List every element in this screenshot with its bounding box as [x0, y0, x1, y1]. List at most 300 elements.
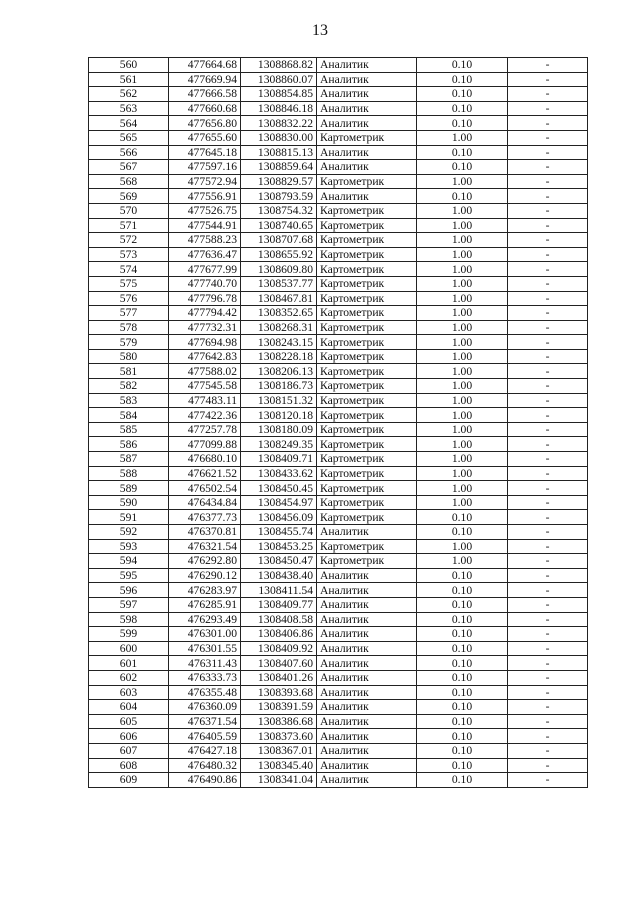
method-cell: Картометрик [317, 539, 417, 554]
y-coordinate-cell: 1308206.13 [241, 364, 317, 379]
point-number-cell: 586 [89, 437, 169, 452]
point-number-cell: 574 [89, 262, 169, 277]
y-coordinate-cell: 1308455.74 [241, 525, 317, 540]
method-cell: Картометрик [317, 276, 417, 291]
method-cell: Аналитик [317, 758, 417, 773]
method-cell: Картометрик [317, 510, 417, 525]
table-row [89, 145, 588, 160]
y-coordinate-cell: 1308407.60 [241, 656, 317, 671]
accuracy-cell: 0.10 [417, 160, 508, 175]
note-cell: - [508, 101, 588, 116]
point-number-cell: 602 [89, 670, 169, 685]
point-number-cell: 572 [89, 233, 169, 248]
accuracy-cell: 1.00 [417, 276, 508, 291]
y-coordinate-cell: 1308411.54 [241, 583, 317, 598]
point-number-cell: 583 [89, 393, 169, 408]
x-coordinate-cell: 477656.80 [169, 116, 241, 131]
table-row [89, 597, 588, 612]
x-coordinate-cell: 477636.47 [169, 247, 241, 262]
note-cell: - [508, 568, 588, 583]
note-cell: - [508, 525, 588, 540]
method-cell: Аналитик [317, 583, 417, 598]
coordinates-table [88, 57, 588, 788]
point-number-cell: 577 [89, 306, 169, 321]
table-row [89, 160, 588, 175]
table-row [89, 58, 588, 73]
coordinates-table-body [89, 58, 588, 788]
method-cell: Аналитик [317, 116, 417, 131]
y-coordinate-cell: 1308408.58 [241, 612, 317, 627]
table-row [89, 101, 588, 116]
method-cell: Аналитик [317, 714, 417, 729]
accuracy-cell: 0.10 [417, 116, 508, 131]
accuracy-cell: 0.10 [417, 145, 508, 160]
method-cell: Аналитик [317, 612, 417, 627]
y-coordinate-cell: 1308846.18 [241, 101, 317, 116]
table-row [89, 262, 588, 277]
y-coordinate-cell: 1308151.32 [241, 393, 317, 408]
accuracy-cell: 0.10 [417, 101, 508, 116]
method-cell: Картометрик [317, 481, 417, 496]
y-coordinate-cell: 1308249.35 [241, 437, 317, 452]
note-cell: - [508, 58, 588, 73]
table-row [89, 233, 588, 248]
table-row [89, 525, 588, 540]
y-coordinate-cell: 1308859.64 [241, 160, 317, 175]
point-number-cell: 589 [89, 481, 169, 496]
table-row [89, 364, 588, 379]
y-coordinate-cell: 1308453.25 [241, 539, 317, 554]
y-coordinate-cell: 1308655.92 [241, 247, 317, 262]
accuracy-cell: 1.00 [417, 247, 508, 262]
table-row [89, 306, 588, 321]
note-cell: - [508, 685, 588, 700]
point-number-cell: 598 [89, 612, 169, 627]
method-cell: Картометрик [317, 130, 417, 145]
point-number-cell: 601 [89, 656, 169, 671]
y-coordinate-cell: 1308793.59 [241, 189, 317, 204]
method-cell: Картометрик [317, 422, 417, 437]
accuracy-cell: 0.10 [417, 758, 508, 773]
point-number-cell: 585 [89, 422, 169, 437]
note-cell: - [508, 510, 588, 525]
y-coordinate-cell: 1308609.80 [241, 262, 317, 277]
x-coordinate-cell: 476370.81 [169, 525, 241, 540]
accuracy-cell: 0.10 [417, 612, 508, 627]
table-row [89, 773, 588, 788]
note-cell: - [508, 408, 588, 423]
note-cell: - [508, 262, 588, 277]
accuracy-cell: 1.00 [417, 495, 508, 510]
y-coordinate-cell: 1308829.57 [241, 174, 317, 189]
point-number-cell: 609 [89, 773, 169, 788]
method-cell: Картометрик [317, 247, 417, 262]
x-coordinate-cell: 476292.80 [169, 554, 241, 569]
note-cell: - [508, 627, 588, 642]
y-coordinate-cell: 1308406.86 [241, 627, 317, 642]
point-number-cell: 587 [89, 452, 169, 467]
y-coordinate-cell: 1308832.22 [241, 116, 317, 131]
note-cell: - [508, 291, 588, 306]
note-cell: - [508, 641, 588, 656]
point-number-cell: 571 [89, 218, 169, 233]
point-number-cell: 584 [89, 408, 169, 423]
y-coordinate-cell: 1308186.73 [241, 379, 317, 394]
accuracy-cell: 1.00 [417, 481, 508, 496]
method-cell: Картометрик [317, 437, 417, 452]
accuracy-cell: 0.10 [417, 627, 508, 642]
x-coordinate-cell: 476285.91 [169, 597, 241, 612]
x-coordinate-cell: 476301.55 [169, 641, 241, 656]
point-number-cell: 608 [89, 758, 169, 773]
table-row [89, 320, 588, 335]
accuracy-cell: 1.00 [417, 393, 508, 408]
point-number-cell: 591 [89, 510, 169, 525]
note-cell: - [508, 743, 588, 758]
note-cell: - [508, 437, 588, 452]
point-number-cell: 588 [89, 466, 169, 481]
note-cell: - [508, 729, 588, 744]
note-cell: - [508, 597, 588, 612]
method-cell: Аналитик [317, 525, 417, 540]
x-coordinate-cell: 477694.98 [169, 335, 241, 350]
x-coordinate-cell: 477556.91 [169, 189, 241, 204]
y-coordinate-cell: 1308393.68 [241, 685, 317, 700]
x-coordinate-cell: 476490.86 [169, 773, 241, 788]
y-coordinate-cell: 1308352.65 [241, 306, 317, 321]
method-cell: Картометрик [317, 408, 417, 423]
table-row [89, 641, 588, 656]
point-number-cell: 560 [89, 58, 169, 73]
accuracy-cell: 0.10 [417, 714, 508, 729]
method-cell: Аналитик [317, 627, 417, 642]
x-coordinate-cell: 477669.94 [169, 72, 241, 87]
x-coordinate-cell: 477572.94 [169, 174, 241, 189]
x-coordinate-cell: 476405.59 [169, 729, 241, 744]
note-cell: - [508, 145, 588, 160]
x-coordinate-cell: 476360.09 [169, 700, 241, 715]
method-cell: Аналитик [317, 101, 417, 116]
accuracy-cell: 0.10 [417, 597, 508, 612]
point-number-cell: 561 [89, 72, 169, 87]
x-coordinate-cell: 476293.49 [169, 612, 241, 627]
method-cell: Картометрик [317, 320, 417, 335]
point-number-cell: 563 [89, 101, 169, 116]
table-row [89, 408, 588, 423]
x-coordinate-cell: 477422.36 [169, 408, 241, 423]
y-coordinate-cell: 1308740.65 [241, 218, 317, 233]
y-coordinate-cell: 1308438.40 [241, 568, 317, 583]
method-cell: Картометрик [317, 174, 417, 189]
table-row [89, 393, 588, 408]
x-coordinate-cell: 476321.54 [169, 539, 241, 554]
point-number-cell: 604 [89, 700, 169, 715]
accuracy-cell: 0.10 [417, 700, 508, 715]
note-cell: - [508, 612, 588, 627]
note-cell: - [508, 349, 588, 364]
accuracy-cell: 1.00 [417, 262, 508, 277]
method-cell: Картометрик [317, 379, 417, 394]
table-row [89, 627, 588, 642]
note-cell: - [508, 364, 588, 379]
table-row [89, 335, 588, 350]
method-cell: Аналитик [317, 700, 417, 715]
y-coordinate-cell: 1308467.81 [241, 291, 317, 306]
method-cell: Аналитик [317, 145, 417, 160]
method-cell: Аналитик [317, 568, 417, 583]
point-number-cell: 575 [89, 276, 169, 291]
point-number-cell: 565 [89, 130, 169, 145]
table-row [89, 87, 588, 102]
note-cell: - [508, 758, 588, 773]
accuracy-cell: 1.00 [417, 422, 508, 437]
y-coordinate-cell: 1308537.77 [241, 276, 317, 291]
table-row [89, 291, 588, 306]
point-number-cell: 607 [89, 743, 169, 758]
x-coordinate-cell: 477796.78 [169, 291, 241, 306]
method-cell: Картометрик [317, 554, 417, 569]
accuracy-cell: 1.00 [417, 408, 508, 423]
x-coordinate-cell: 477655.60 [169, 130, 241, 145]
note-cell: - [508, 306, 588, 321]
point-number-cell: 564 [89, 116, 169, 131]
point-number-cell: 573 [89, 247, 169, 262]
y-coordinate-cell: 1308367.01 [241, 743, 317, 758]
x-coordinate-cell: 476502.54 [169, 481, 241, 496]
table-row [89, 583, 588, 598]
accuracy-cell: 1.00 [417, 335, 508, 350]
x-coordinate-cell: 477099.88 [169, 437, 241, 452]
note-cell: - [508, 670, 588, 685]
x-coordinate-cell: 477483.11 [169, 393, 241, 408]
note-cell: - [508, 700, 588, 715]
accuracy-cell: 0.10 [417, 568, 508, 583]
point-number-cell: 581 [89, 364, 169, 379]
accuracy-cell: 1.00 [417, 306, 508, 321]
y-coordinate-cell: 1308456.09 [241, 510, 317, 525]
table-row [89, 495, 588, 510]
method-cell: Аналитик [317, 189, 417, 204]
point-number-cell: 567 [89, 160, 169, 175]
accuracy-cell: 1.00 [417, 379, 508, 394]
accuracy-cell: 1.00 [417, 452, 508, 467]
note-cell: - [508, 714, 588, 729]
method-cell: Аналитик [317, 641, 417, 656]
method-cell: Аналитик [317, 670, 417, 685]
note-cell: - [508, 554, 588, 569]
table-row [89, 189, 588, 204]
x-coordinate-cell: 476283.97 [169, 583, 241, 598]
note-cell: - [508, 72, 588, 87]
accuracy-cell: 1.00 [417, 320, 508, 335]
x-coordinate-cell: 476621.52 [169, 466, 241, 481]
point-number-cell: 580 [89, 349, 169, 364]
x-coordinate-cell: 477257.78 [169, 422, 241, 437]
table-row [89, 714, 588, 729]
y-coordinate-cell: 1308854.85 [241, 87, 317, 102]
x-coordinate-cell: 476434.84 [169, 495, 241, 510]
x-coordinate-cell: 476301.00 [169, 627, 241, 642]
accuracy-cell: 0.10 [417, 729, 508, 744]
accuracy-cell: 1.00 [417, 364, 508, 379]
note-cell: - [508, 130, 588, 145]
note-cell: - [508, 87, 588, 102]
y-coordinate-cell: 1308830.00 [241, 130, 317, 145]
accuracy-cell: 1.00 [417, 349, 508, 364]
accuracy-cell: 0.10 [417, 656, 508, 671]
table-row [89, 554, 588, 569]
method-cell: Аналитик [317, 773, 417, 788]
note-cell: - [508, 218, 588, 233]
accuracy-cell: 1.00 [417, 233, 508, 248]
point-number-cell: 590 [89, 495, 169, 510]
point-number-cell: 569 [89, 189, 169, 204]
table-row [89, 72, 588, 87]
accuracy-cell: 0.10 [417, 189, 508, 204]
table-row [89, 349, 588, 364]
table-row [89, 174, 588, 189]
point-number-cell: 576 [89, 291, 169, 306]
table-row [89, 276, 588, 291]
method-cell: Картометрик [317, 203, 417, 218]
method-cell: Аналитик [317, 87, 417, 102]
note-cell: - [508, 116, 588, 131]
accuracy-cell: 0.10 [417, 87, 508, 102]
method-cell: Аналитик [317, 597, 417, 612]
y-coordinate-cell: 1308180.09 [241, 422, 317, 437]
y-coordinate-cell: 1308120.18 [241, 408, 317, 423]
x-coordinate-cell: 477645.18 [169, 145, 241, 160]
y-coordinate-cell: 1308454.97 [241, 495, 317, 510]
accuracy-cell: 0.10 [417, 743, 508, 758]
y-coordinate-cell: 1308868.82 [241, 58, 317, 73]
x-coordinate-cell: 477794.42 [169, 306, 241, 321]
table-row [89, 729, 588, 744]
table-row [89, 379, 588, 394]
x-coordinate-cell: 477642.83 [169, 349, 241, 364]
method-cell: Картометрик [317, 335, 417, 350]
y-coordinate-cell: 1308341.04 [241, 773, 317, 788]
note-cell: - [508, 656, 588, 671]
note-cell: - [508, 203, 588, 218]
table-row [89, 758, 588, 773]
x-coordinate-cell: 477544.91 [169, 218, 241, 233]
point-number-cell: 582 [89, 379, 169, 394]
y-coordinate-cell: 1308815.13 [241, 145, 317, 160]
x-coordinate-cell: 476371.54 [169, 714, 241, 729]
note-cell: - [508, 422, 588, 437]
method-cell: Аналитик [317, 656, 417, 671]
y-coordinate-cell: 1308391.59 [241, 700, 317, 715]
method-cell: Картометрик [317, 291, 417, 306]
accuracy-cell: 1.00 [417, 437, 508, 452]
accuracy-cell: 0.10 [417, 58, 508, 73]
table-row [89, 203, 588, 218]
table-row [89, 422, 588, 437]
point-number-cell: 603 [89, 685, 169, 700]
method-cell: Аналитик [317, 743, 417, 758]
table-row [89, 116, 588, 131]
table-row [89, 481, 588, 496]
y-coordinate-cell: 1308228.18 [241, 349, 317, 364]
method-cell: Картометрик [317, 218, 417, 233]
y-coordinate-cell: 1308450.45 [241, 481, 317, 496]
x-coordinate-cell: 477677.99 [169, 262, 241, 277]
point-number-cell: 579 [89, 335, 169, 350]
point-number-cell: 594 [89, 554, 169, 569]
note-cell: - [508, 583, 588, 598]
table-row [89, 539, 588, 554]
note-cell: - [508, 379, 588, 394]
method-cell: Картометрик [317, 495, 417, 510]
x-coordinate-cell: 477664.68 [169, 58, 241, 73]
table-row [89, 700, 588, 715]
method-cell: Аналитик [317, 72, 417, 87]
table-row [89, 685, 588, 700]
point-number-cell: 599 [89, 627, 169, 642]
note-cell: - [508, 174, 588, 189]
y-coordinate-cell: 1308345.40 [241, 758, 317, 773]
table-row [89, 452, 588, 467]
x-coordinate-cell: 476427.18 [169, 743, 241, 758]
point-number-cell: 606 [89, 729, 169, 744]
y-coordinate-cell: 1308754.32 [241, 203, 317, 218]
x-coordinate-cell: 477588.02 [169, 364, 241, 379]
accuracy-cell: 0.10 [417, 583, 508, 598]
y-coordinate-cell: 1308268.31 [241, 320, 317, 335]
note-cell: - [508, 247, 588, 262]
point-number-cell: 562 [89, 87, 169, 102]
x-coordinate-cell: 477732.31 [169, 320, 241, 335]
y-coordinate-cell: 1308707.68 [241, 233, 317, 248]
note-cell: - [508, 481, 588, 496]
note-cell: - [508, 773, 588, 788]
accuracy-cell: 1.00 [417, 539, 508, 554]
accuracy-cell: 0.10 [417, 685, 508, 700]
accuracy-cell: 0.10 [417, 510, 508, 525]
x-coordinate-cell: 476377.73 [169, 510, 241, 525]
note-cell: - [508, 233, 588, 248]
note-cell: - [508, 495, 588, 510]
x-coordinate-cell: 477588.23 [169, 233, 241, 248]
y-coordinate-cell: 1308409.77 [241, 597, 317, 612]
table-row [89, 437, 588, 452]
point-number-cell: 568 [89, 174, 169, 189]
x-coordinate-cell: 476680.10 [169, 452, 241, 467]
accuracy-cell: 1.00 [417, 554, 508, 569]
method-cell: Картометрик [317, 349, 417, 364]
note-cell: - [508, 160, 588, 175]
method-cell: Картометрик [317, 364, 417, 379]
table-row [89, 218, 588, 233]
method-cell: Картометрик [317, 233, 417, 248]
x-coordinate-cell: 476355.48 [169, 685, 241, 700]
note-cell: - [508, 320, 588, 335]
note-cell: - [508, 452, 588, 467]
x-coordinate-cell: 477660.68 [169, 101, 241, 116]
point-number-cell: 597 [89, 597, 169, 612]
table-row [89, 612, 588, 627]
point-number-cell: 593 [89, 539, 169, 554]
table-row [89, 130, 588, 145]
accuracy-cell: 0.10 [417, 525, 508, 540]
accuracy-cell: 1.00 [417, 130, 508, 145]
x-coordinate-cell: 476480.32 [169, 758, 241, 773]
method-cell: Картометрик [317, 262, 417, 277]
note-cell: - [508, 539, 588, 554]
point-number-cell: 600 [89, 641, 169, 656]
y-coordinate-cell: 1308373.60 [241, 729, 317, 744]
